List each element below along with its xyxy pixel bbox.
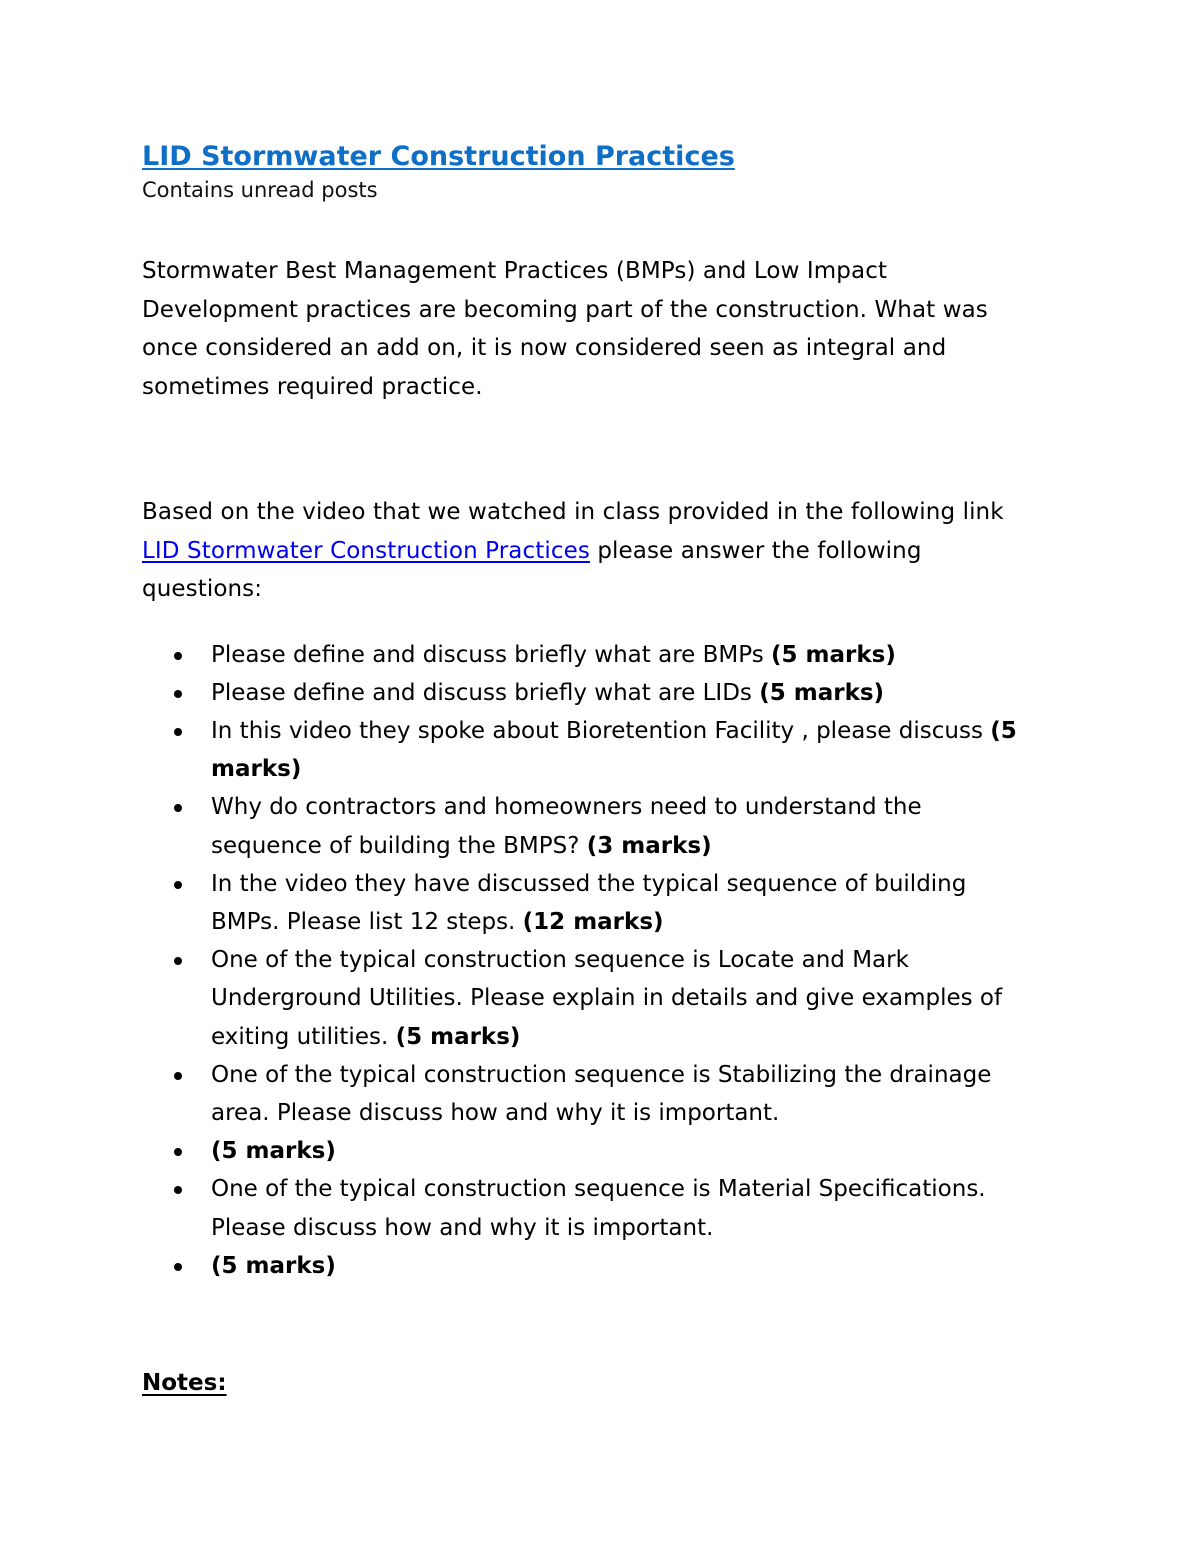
- prompt-paragraph: [142, 493, 1042, 609]
- unread-posts-status: Contains unread posts: [142, 178, 378, 202]
- list-item: [142, 712, 1021, 788]
- question-text: Please define and discuss briefly what are LIDs: [211, 679, 760, 706]
- list-item: [142, 1056, 1021, 1132]
- paragraph-spacer: [142, 406, 1082, 493]
- marks-label: (5 marks): [395, 1023, 521, 1050]
- marks-label: (5 marks): [759, 679, 885, 706]
- marks-label: (5 marks): [211, 717, 1017, 783]
- video-link[interactable]: LID Stormwater Construction Practices: [142, 537, 590, 564]
- bullet-icon: [174, 728, 182, 736]
- question-text: Why do contractors and homeowners need to understand the sequence of building the BMPS?: [211, 794, 922, 859]
- question-text: One of the typical construction sequence is Locate and Mark Underground Utilities. Please explain in details and give examples of exiting utilities.: [211, 947, 1003, 1050]
- marks-label: (5 marks): [771, 641, 896, 668]
- bullet-icon: [174, 690, 182, 698]
- prompt-text-after: please answer the following questions:: [142, 537, 922, 602]
- bullet-icon: [174, 1072, 182, 1080]
- bullet-icon: [174, 881, 182, 889]
- page-title[interactable]: LID Stormwater Construction Practices: [142, 141, 735, 172]
- marks-label: (5 marks): [211, 1138, 336, 1165]
- list-item: [142, 1170, 1021, 1246]
- question-text: Please define and discuss briefly what are BMPs: [211, 641, 771, 668]
- marks-label: (12 marks): [522, 908, 664, 935]
- list-item: [142, 636, 1021, 674]
- intro-paragraph: Stormwater Best Management Practices (BMPs) and Low Impact Development practices are becoming part of the construction. What was once considered an add on, it is now considered seen as integral and sometimes required practice.: [142, 258, 988, 400]
- bullet-icon: [174, 957, 182, 965]
- prompt-text-before: Based on the video that we watched in class provided in the following link: [142, 499, 1004, 525]
- question-text: One of the typical construction sequence is Stabilizing the drainage area. Please discuss how and why it is important.: [211, 1061, 992, 1126]
- document-page: [142, 138, 1082, 1285]
- list-item: [142, 941, 1021, 1056]
- bullet-icon: [174, 1148, 182, 1156]
- list-item: [142, 1132, 1021, 1170]
- bullet-icon: [174, 652, 182, 660]
- list-item: [142, 1247, 1021, 1285]
- question-text: One of the typical construction sequence is Material Specifications. Please discuss how and why it is important.: [211, 1176, 986, 1241]
- bullet-icon: [174, 1186, 182, 1194]
- question-text: In this video they spoke about Bioretention Facility , please discuss: [211, 717, 991, 744]
- list-item: [142, 865, 1021, 941]
- marks-label: (3 marks): [586, 832, 712, 859]
- notes-heading: Notes:: [142, 1370, 227, 1396]
- list-item: [142, 788, 1021, 864]
- list-item: [142, 674, 1021, 712]
- bullet-icon: [174, 804, 182, 812]
- marks-label: (5 marks): [211, 1252, 336, 1279]
- bullet-icon: [174, 1263, 182, 1271]
- question-text: In the video they have discussed the typical sequence of building BMPs. Please list 12 steps.: [211, 870, 967, 935]
- questions-list: [142, 636, 1082, 1285]
